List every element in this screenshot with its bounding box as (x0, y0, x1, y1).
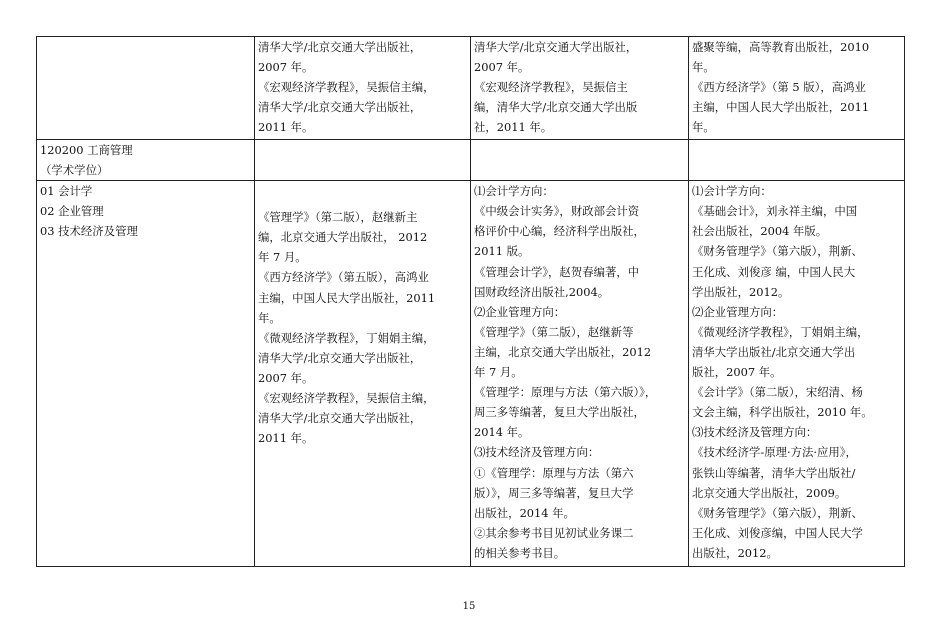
cell-text-line: 《微观经济学教程》，丁娟娟主编， (258, 330, 435, 345)
reference-books-table (36, 36, 905, 567)
cell-text-line: 北京交通大学出版社，2009。 (692, 485, 847, 500)
cell-text-line: 版）》，周三多等编著，复旦大学 (474, 485, 634, 500)
cell-text-line: 《管理学》（第二版），赵继新主 (258, 210, 418, 225)
cell-text-line: 《管理学：原理与方法（第六版）》， (474, 385, 657, 400)
cell-text-line: 清华大学/北京交通大学出版社， (258, 350, 422, 365)
cell-text-line: 学出版社，2012。 (692, 284, 790, 299)
cell-text-line: 年。 (692, 60, 715, 75)
table-cell-col1 (37, 181, 255, 567)
cell-text-line: 《基础会计》，刘永祥主编，中国 (692, 204, 858, 219)
cell-text-line: 2011 年。 (258, 120, 314, 135)
cell-text-line: 01 会计学 (40, 184, 93, 199)
table-row-120200 (37, 140, 905, 181)
cell-text-line: 《会计学》（第二版），宋绍清、杨 (692, 385, 863, 400)
cell-text-line: ⑵企业管理方向： (692, 304, 784, 319)
cell-text-line: 主编，北京交通大学出版社，2012 (474, 344, 652, 359)
cell-text-line: 编，清华大学/北京交通大学出版 (474, 100, 638, 115)
table-cell-col1 (37, 37, 255, 140)
cell-text-line: 出版社，2014 年。 (474, 505, 575, 520)
cell-text-line: 02 企业管理 (40, 204, 104, 219)
cell-text-line: 《中级会计实务》，财政部会计资 (474, 204, 640, 219)
cell-text-line: 主编，中国人民大学出版社，2011 (258, 290, 436, 305)
cell-text-line: ②其余参考书目见初试业务课二 (474, 525, 634, 540)
page-number: 15 (462, 601, 476, 612)
cell-text-line: 清华大学/北京交通大学出版社， (258, 411, 422, 426)
cell-text-line: 《宏观经济学教程》，吴振信主编， (258, 391, 435, 406)
cell-text-line: 年 7 月。 (258, 250, 307, 265)
cell-text-line: ①《管理学：原理与方法（第六 (474, 465, 634, 480)
table-cell-col2 (255, 140, 471, 181)
cell-text-line: 张铁山等编著，清华大学出版社/ (692, 465, 856, 480)
cell-text-line: 2011 年。 (258, 431, 314, 446)
cell-text-line: ⑶技术经济及管理方向： (474, 445, 600, 460)
cell-text-line: 出版社，2012。 (692, 545, 778, 560)
cell-text-line: 周三多等编著，复旦大学出版社， (474, 405, 645, 420)
cell-text-line: 《微观经济学教程》，丁娟娟主编， (692, 324, 869, 339)
cell-text-line: 社会出版社，2004 年版。 (692, 224, 828, 239)
cell-text-line: 清华大学出版社/北京交通大学出 (692, 344, 856, 359)
cell-text-line: 社，2011 年。 (474, 120, 553, 135)
table-cell-col4 (689, 181, 905, 567)
table-cell-col1 (37, 140, 255, 181)
cell-text-line: 王化成、刘俊彦 编，中国人民大 (692, 264, 856, 279)
cell-text-line: 《财务管理学》（第六版），荆新、 (692, 505, 863, 520)
cell-text-line: 120200 工商管理 (40, 143, 133, 157)
cell-text-line: 2007 年。 (258, 370, 314, 385)
cell-text-line: 《技术经济学-原理·方法·应用》， (692, 445, 857, 460)
cell-text-line: 格评价中心编，经济科学出版社， (474, 224, 645, 239)
cell-text-line: 03 技术经济及管理 (40, 224, 138, 239)
cell-text-line: 清华大学/北京交通大学出版社， (258, 40, 422, 54)
cell-text-line: ⑴会计学方向： (474, 184, 554, 199)
table-row-majors (37, 181, 905, 567)
cell-text-line: 王化成、刘俊彦编，中国人民大学 (692, 525, 863, 540)
cell-text-line: 清华大学/北京交通大学出版社， (258, 100, 422, 115)
cell-text-line: 2007 年。 (474, 60, 530, 75)
cell-text-line: 《管理学》（第二版），赵继新等 (474, 324, 634, 339)
cell-text-line: 年。 (692, 120, 715, 135)
cell-text-line: 《宏观经济学教程》，吴振信主 (474, 80, 628, 95)
cell-text-line: 主编，中国人民大学出版社，2011 (692, 100, 870, 115)
cell-text-line: 《宏观经济学教程》，吴振信主编， (258, 80, 435, 95)
cell-text-line: 年。 (258, 310, 281, 325)
cell-text-line: （学术学位） (40, 163, 109, 178)
cell-text-line: ⑴会计学方向： (692, 184, 772, 199)
table-cell-col3 (471, 140, 689, 181)
table-cell-col4 (689, 140, 905, 181)
cell-text-line: 《管理会计学》，赵贺春编著，中 (474, 264, 640, 279)
table-cell-col2 (255, 181, 471, 567)
cell-text-line: 的相关参考书目。 (474, 545, 566, 560)
cell-text-line: ⑵企业管理方向： (474, 304, 566, 319)
cell-text-line: 编，北京交通大学出版社， 2012 (258, 230, 428, 245)
cell-text-line: 2014 年。 (474, 425, 530, 440)
cell-text-line: 盛聚等编，高等教育出版社，2010 (692, 40, 870, 54)
table-cell-col4 (689, 37, 905, 140)
cell-text-line: 年 7 月。 (474, 365, 523, 380)
table-cell-col3 (471, 37, 689, 140)
cell-text-line: 清华大学/北京交通大学出版社， (474, 40, 638, 54)
cell-text-line: ⑶技术经济及管理方向： (692, 425, 818, 440)
table-cell-col2 (255, 37, 471, 140)
cell-text-line: 2007 年。 (258, 60, 314, 75)
cell-text-line: 2011 版。 (474, 244, 530, 259)
cell-text-line: 文会主编，科学出版社，2010 年。 (692, 405, 873, 420)
table-row-continuation (37, 37, 905, 140)
cell-text-line: 《财务管理学》（第六版），荆新、 (692, 244, 863, 259)
cell-text-line: 《西方经济学》（第五版），高鸿业 (258, 270, 429, 285)
table-cell-col3 (471, 181, 689, 567)
cell-text-line: 版社，2007 年。 (692, 365, 782, 380)
cell-text-line: 国财政经济出版社,2004。 (474, 284, 610, 299)
cell-text-line: 《西方经济学》（第 5 版），高鸿业 (692, 80, 866, 95)
